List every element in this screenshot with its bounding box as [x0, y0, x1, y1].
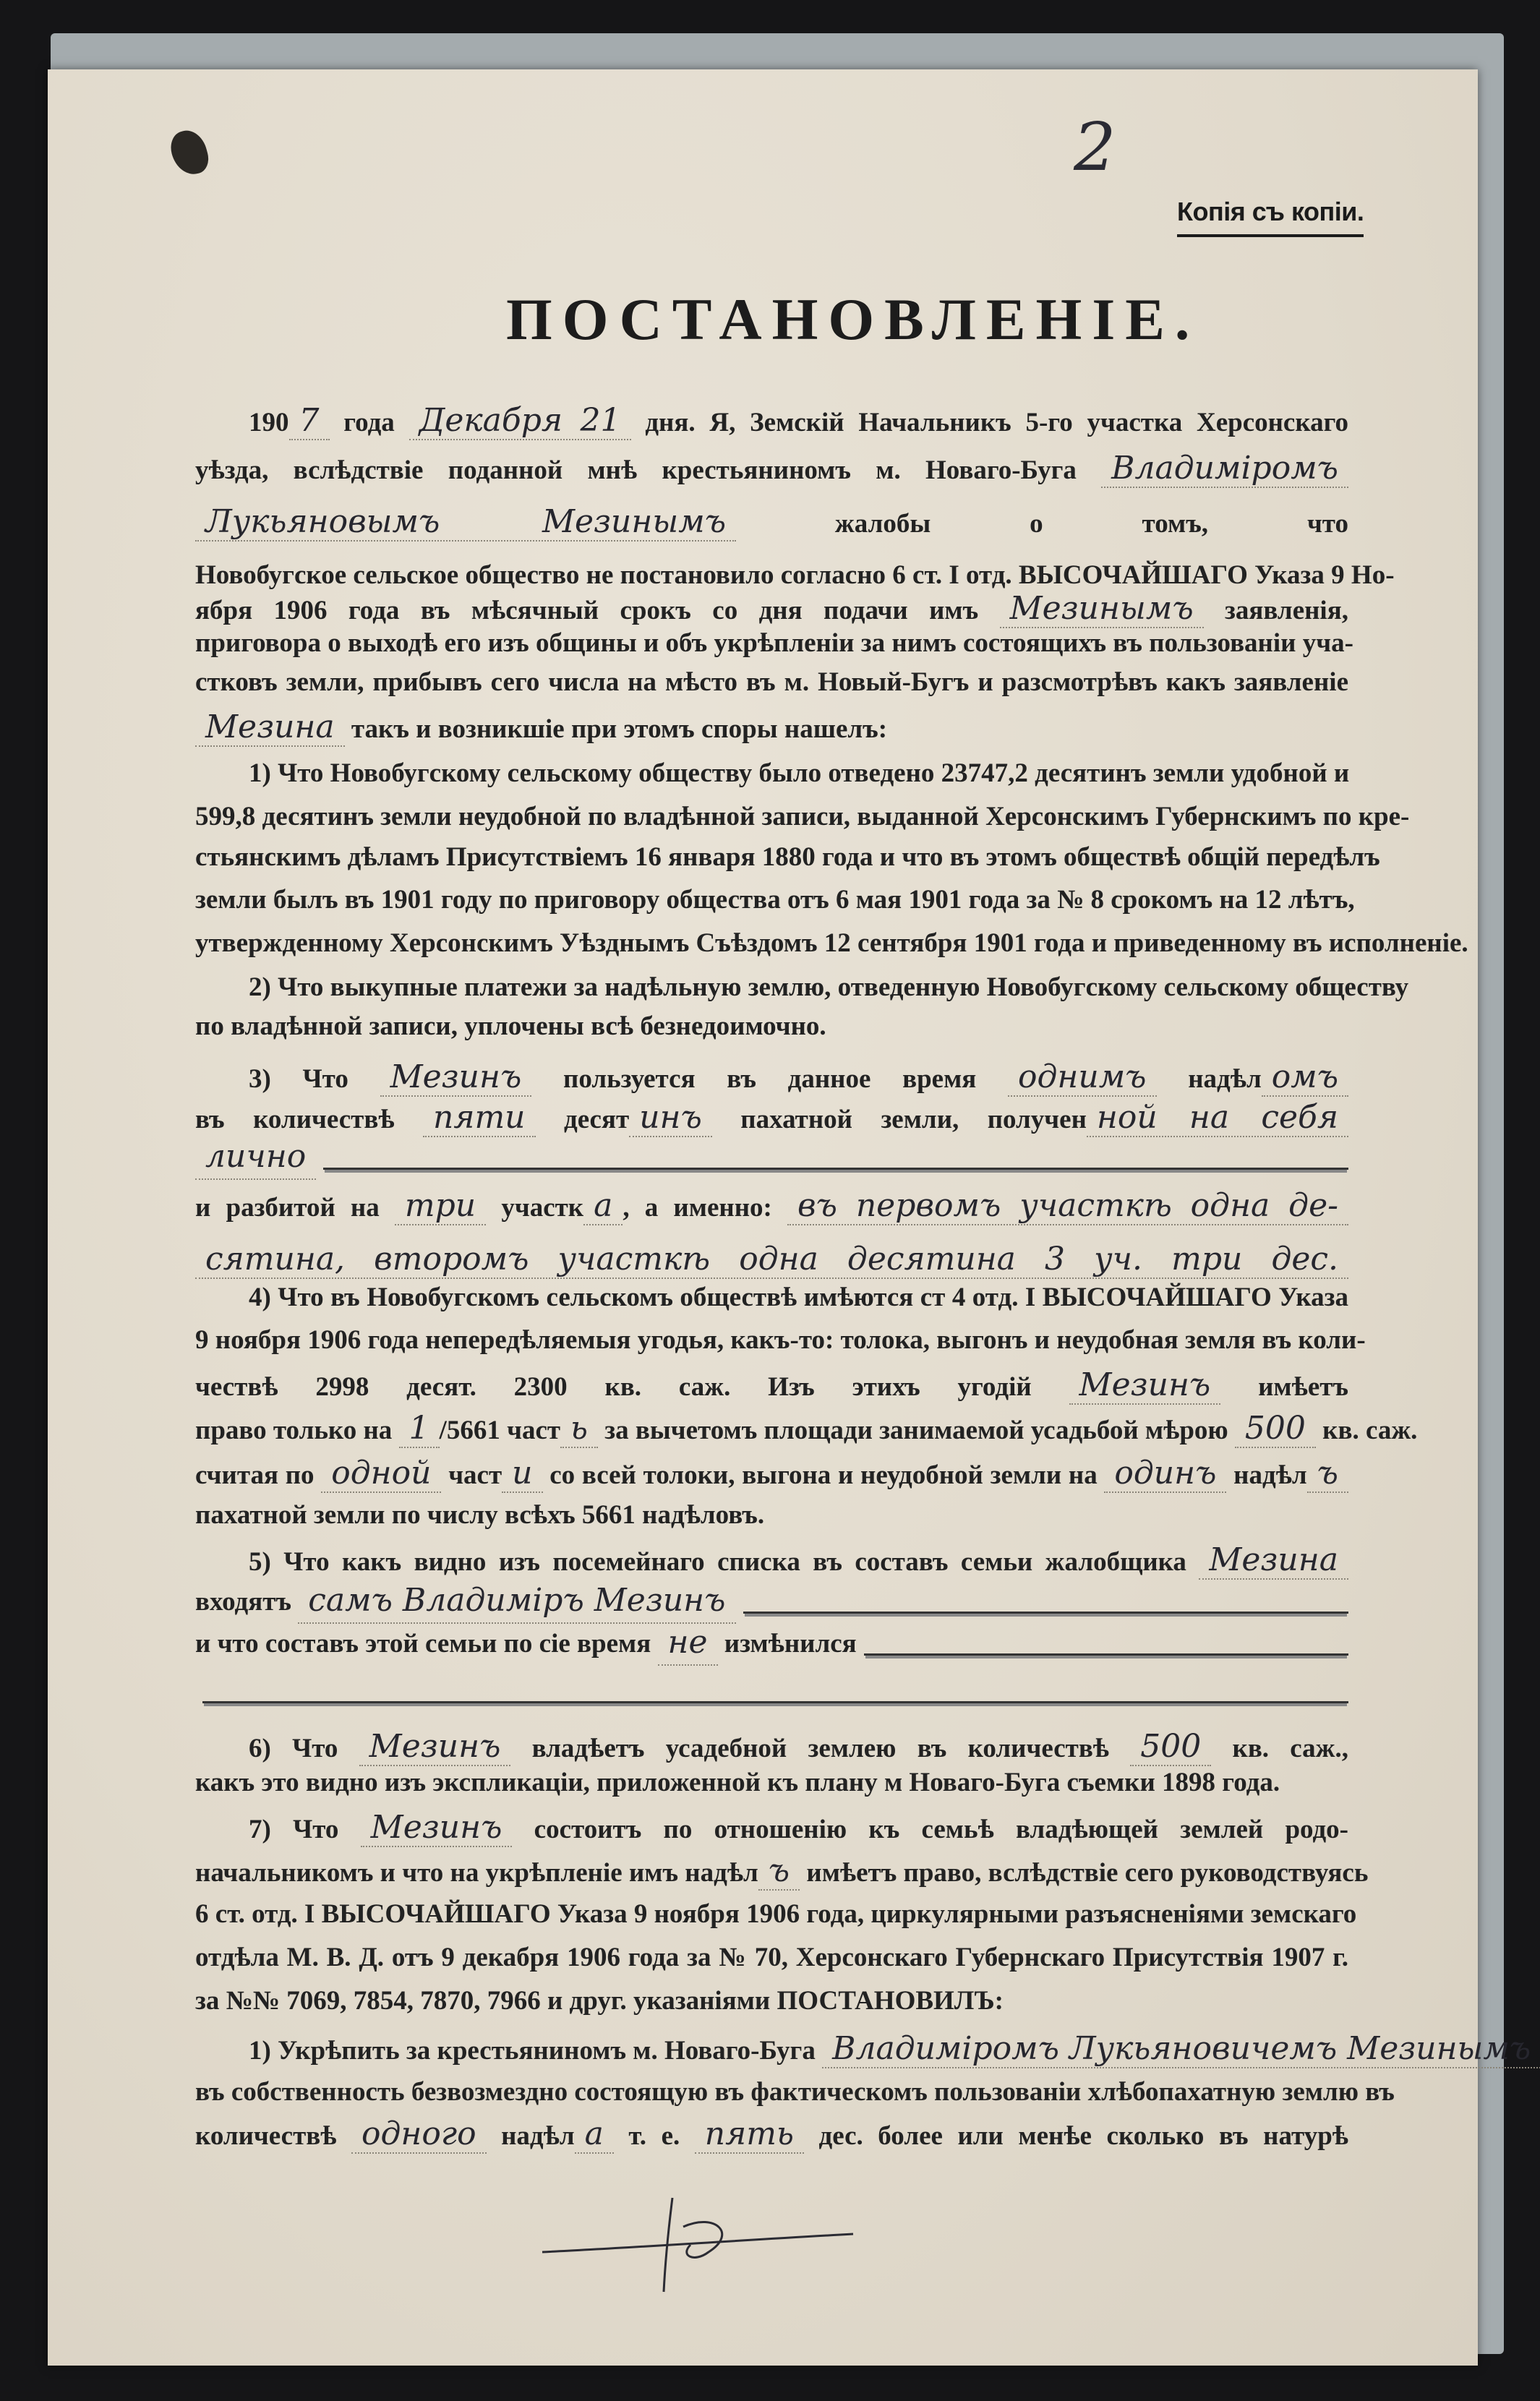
printed-text: измѣнился	[717, 1629, 857, 1659]
document-line	[195, 1238, 1348, 1281]
printed-text: кв. саж.,	[1211, 1734, 1348, 1763]
document-line	[195, 2071, 1395, 2114]
handwritten-entry: самъ Владиміръ Мезинъ	[298, 1579, 735, 1624]
printed-text: состоитъ по отношенію къ семьѣ владѣющей землей родо-	[512, 1815, 1348, 1844]
document-line	[195, 1893, 1357, 1936]
document-line	[195, 1936, 1348, 1980]
printed-text: кв. саж.	[1315, 1416, 1418, 1445]
handwritten-entry: пяти	[423, 1099, 536, 1137]
printed-text: за вычетомъ площади занимаемой усадьбой мѣрою	[598, 1416, 1235, 1445]
printed-text: /5661 част	[439, 1416, 561, 1445]
handwritten-entry: пять	[695, 2115, 804, 2154]
handwritten-entry: не	[658, 1621, 718, 1666]
handwritten-entry: а	[583, 1187, 623, 1225]
handwritten-entry: ь	[560, 1410, 598, 1448]
printed-text: стковъ земли, прибывъ сего числа на мѣсто въ м. Новый-Бугъ и разсмотрѣвъ какъ заявленіе	[195, 667, 1348, 697]
document-title: ПОСТАНОВЛЕНІЕ.	[506, 286, 1200, 352]
fill-rule	[864, 1649, 1348, 1656]
handwritten-entry: Лукьяновымъ Мезинымъ	[195, 503, 736, 542]
printed-text: по владѣнной записи, уплочены всѣ безнедоимочно.	[195, 1011, 826, 1041]
document-line	[195, 1319, 1366, 1362]
copy-note: Копія съ копіи.	[1177, 197, 1364, 237]
document-line	[195, 1137, 1348, 1180]
printed-text: приговора о выходѣ его изъ общины и объ укрѣпленіи за нимъ состоящихъ въ пользованіи уча-	[195, 628, 1353, 658]
printed-text: право только на	[195, 1416, 399, 1445]
printed-text: отдѣла М. В. Д. отъ 9 декабря 1906 года за № 70, Херсонскаго Губернскаго Присутствія 1907 г.	[195, 1943, 1348, 1972]
printed-text: Новобугское сельское общество не постановило согласно 6 ст. I отд. ВЫСОЧАЙШАГО Указа 9 Но-	[195, 560, 1395, 590]
handwritten-entry: лично	[195, 1135, 316, 1180]
printed-text: въ собственность безвозмездно состоящую въ фактическомъ пользованіи хлѣбопахатную землю въ	[195, 2077, 1395, 2107]
printed-text: 4) Что въ Новобугскомъ сельскомъ обществѣ имѣются ст 4 отд. I ВЫСОЧАЙШАГО Указа	[249, 1283, 1348, 1312]
printed-text: уѣзда, вслѣдствіе поданной мнѣ крестьяниномъ м. Новаго-Буга	[195, 455, 1102, 485]
printed-text: жалобы о томъ, что	[736, 509, 1348, 539]
printed-text: 5) Что какъ видно изъ посемейнаго списка въ составъ семьи жалобщика	[249, 1547, 1199, 1577]
document-line	[195, 795, 1410, 839]
printed-text: заявленія,	[1203, 596, 1348, 625]
handwritten-entry: три	[395, 1187, 486, 1225]
handwritten-entry: омъ	[1262, 1058, 1348, 1097]
printed-text: земли былъ въ 1901 году по приговору общества отъ 6 мая 1901 года за № 8 срокомъ на 12 лѣтъ,	[195, 885, 1355, 915]
printed-text: такъ и возникшіе при этомъ споры нашелъ:	[344, 714, 888, 744]
document-line	[249, 1538, 1348, 1582]
document-line	[195, 836, 1380, 879]
handwritten-entry: ъ	[1307, 1455, 1348, 1493]
printed-text: т. е.	[613, 2121, 695, 2151]
document-line	[249, 399, 1348, 442]
handwritten-entry: 7	[289, 402, 330, 440]
printed-text: 1) Укрѣпить за крестьяниномъ м. Новаго-Буга	[249, 2036, 823, 2066]
printed-text: пахатной земли по числу всѣхъ 5661 надѣловъ.	[195, 1500, 765, 1530]
fill-rule	[202, 1697, 1348, 1703]
handwritten-entry: Владиміромъ	[1101, 450, 1348, 488]
document-line	[195, 1452, 1348, 1495]
handwritten-entry: Мезина	[195, 709, 345, 747]
handwritten-entry: однимъ	[1008, 1058, 1157, 1097]
handwritten-entry: 1	[399, 1410, 440, 1448]
printed-text: утвержденному Херсонскимъ Уѣзднымъ Съѣздомъ 12 сентября 1901 года и приведенному въ исполненіе.	[195, 928, 1468, 958]
printed-text: имѣетъ право, вслѣдствіе сего руководствуясь	[800, 1858, 1369, 1888]
document-line	[195, 1364, 1348, 1407]
document-line	[195, 622, 1353, 665]
printed-text: 2) Что выкупные платежи за надѣльную землю, отведенную Новобугскому сельскому обществу	[249, 972, 1409, 1002]
printed-text: 9 ноября 1906 года непередѣляемыя угодья, какъ-то: толока, выгонъ и неудобная земля въ коли-	[195, 1325, 1366, 1355]
printed-text: десят	[535, 1105, 630, 1134]
printed-text: 6) Что	[249, 1734, 359, 1763]
document-line	[249, 752, 1348, 795]
document-line	[249, 966, 1409, 1009]
document-line	[195, 1005, 1348, 1048]
handwritten-entry: Мезинымъ	[1000, 590, 1204, 628]
printed-text: част	[441, 1460, 502, 1490]
printed-text: надѣл	[486, 2121, 575, 2151]
printed-text: входятъ	[195, 1587, 299, 1617]
printed-text: пахатной земли, получен	[711, 1105, 1087, 1134]
document-line	[195, 1980, 1348, 2023]
printed-text: и разбитой на	[195, 1193, 395, 1223]
document-line	[195, 1849, 1369, 1893]
printed-text: 7) Что	[249, 1815, 361, 1844]
document-line	[195, 2113, 1348, 2156]
printed-text: надѣл	[1156, 1064, 1262, 1094]
document-line	[195, 1580, 1348, 1624]
document-line	[249, 1806, 1348, 1849]
handwritten-entry: въ первомъ участкѣ одна де-	[787, 1187, 1348, 1225]
handwritten-entry: а	[575, 2115, 614, 2154]
printed-text: со всей толоки, выгона и неудобной земли на	[542, 1460, 1105, 1490]
printed-text: 599,8 десятинъ земли неудобной по владѣнной записи, выданной Херсонскимъ Губернскимъ по кре-	[195, 802, 1410, 831]
printed-text: въ количествѣ	[195, 1105, 423, 1134]
handwritten-entry: одинъ	[1104, 1455, 1226, 1493]
printed-text: владѣетъ усадебной землею въ количествѣ	[510, 1734, 1131, 1763]
handwritten-entry: инъ	[629, 1099, 712, 1137]
document-line	[249, 1276, 1348, 1319]
printed-text: года	[329, 408, 409, 437]
document-line	[195, 878, 1355, 922]
handwritten-entry: сятина, второмъ участкѣ одна десятина 3 уч. три дес.	[195, 1241, 1348, 1279]
handwritten-entry: 500	[1130, 1728, 1211, 1766]
printed-text: , а именно:	[623, 1193, 787, 1223]
fill-rule	[323, 1163, 1348, 1170]
printed-text: ября 1906 года въ мѣсячный срокъ со дня подачи имъ	[195, 596, 1000, 625]
handwritten-entry: и	[502, 1455, 542, 1493]
printed-text: имѣетъ	[1220, 1372, 1348, 1402]
document-line	[249, 2027, 1531, 2071]
printed-text: и что составъ этой семьи по сіе время	[195, 1629, 658, 1659]
document-line	[195, 1096, 1348, 1139]
handwritten-entry: одного	[351, 2115, 487, 2154]
printed-text: количествѣ	[195, 2121, 351, 2151]
document-line	[195, 1494, 1348, 1537]
document-line	[195, 447, 1348, 490]
printed-text: какъ это видно изъ экспликаціи, приложенной къ плану м Новаго-Буга съемки 1898 года.	[195, 1768, 1280, 1797]
handwritten-entry: Владиміромъ Лукьяновичемъ Мезинымъ	[822, 2030, 1540, 2068]
handwritten-entry: ъ	[758, 1852, 800, 1891]
handwritten-entry: Мезинъ	[361, 1809, 513, 1847]
handwritten-entry: 500	[1235, 1410, 1316, 1448]
handwritten-entry: Мезинъ	[380, 1058, 532, 1097]
page-number: 2	[1074, 108, 1116, 186]
printed-text: участк	[486, 1193, 584, 1223]
document-line	[195, 922, 1468, 965]
printed-text: стьянскимъ дѣламъ Присутствіемъ 16 января 1880 года и что въ этомъ обществѣ общій передѣлъ	[195, 842, 1380, 872]
printed-text: чествѣ 2998 десят. 2300 кв. саж. Изъ этихъ угодій	[195, 1372, 1069, 1402]
handwritten-entry: одной	[321, 1455, 441, 1493]
printed-text: 1) Что Новобугскому сельскому обществу было отведено 23747,2 десятинъ земли удобной и	[249, 758, 1350, 788]
document-line	[195, 1407, 1418, 1450]
fill-rule	[743, 1607, 1349, 1614]
handwritten-entry: Мезинъ	[1069, 1366, 1221, 1405]
printed-text: считая по	[195, 1460, 322, 1490]
printed-text: дня. Я, Земскій Начальникъ 5-го участка Херсонскаго	[630, 408, 1348, 437]
printed-text: пользуется въ данное время	[531, 1064, 1008, 1094]
handwritten-entry: Мезинъ	[359, 1728, 511, 1766]
handwritten-entry: ной на себя	[1087, 1099, 1348, 1137]
document-line	[195, 1670, 1348, 1713]
printed-text: 3) Что	[249, 1064, 380, 1094]
document-line	[195, 1184, 1348, 1228]
printed-text: дес. более или менѣе сколько въ натурѣ	[803, 2121, 1348, 2151]
document-line	[195, 661, 1348, 704]
document-line	[195, 1622, 1348, 1666]
document-line	[249, 1056, 1348, 1099]
handwritten-entry: Декабря 21	[409, 402, 631, 440]
printed-text: начальникомъ и что на укрѣпленіе имъ надѣл	[195, 1858, 758, 1888]
printed-text: надѣл	[1226, 1460, 1307, 1490]
document-line	[195, 500, 1348, 544]
printed-text: 6 ст. отд. I ВЫСОЧАЙШАГО Указа 9 ноября 1906 года, циркулярными разъясненіями земскаго	[195, 1899, 1357, 1929]
printed-text: 190	[249, 408, 289, 437]
signature	[535, 2183, 868, 2299]
printed-text: за №№ 7069, 7854, 7870, 7966 и друг. указаніями ПОСТАНОВИЛЪ:	[195, 1986, 1004, 2016]
document-line	[195, 706, 1348, 749]
document-line	[195, 1761, 1348, 1805]
handwritten-entry: Мезина	[1199, 1541, 1348, 1580]
